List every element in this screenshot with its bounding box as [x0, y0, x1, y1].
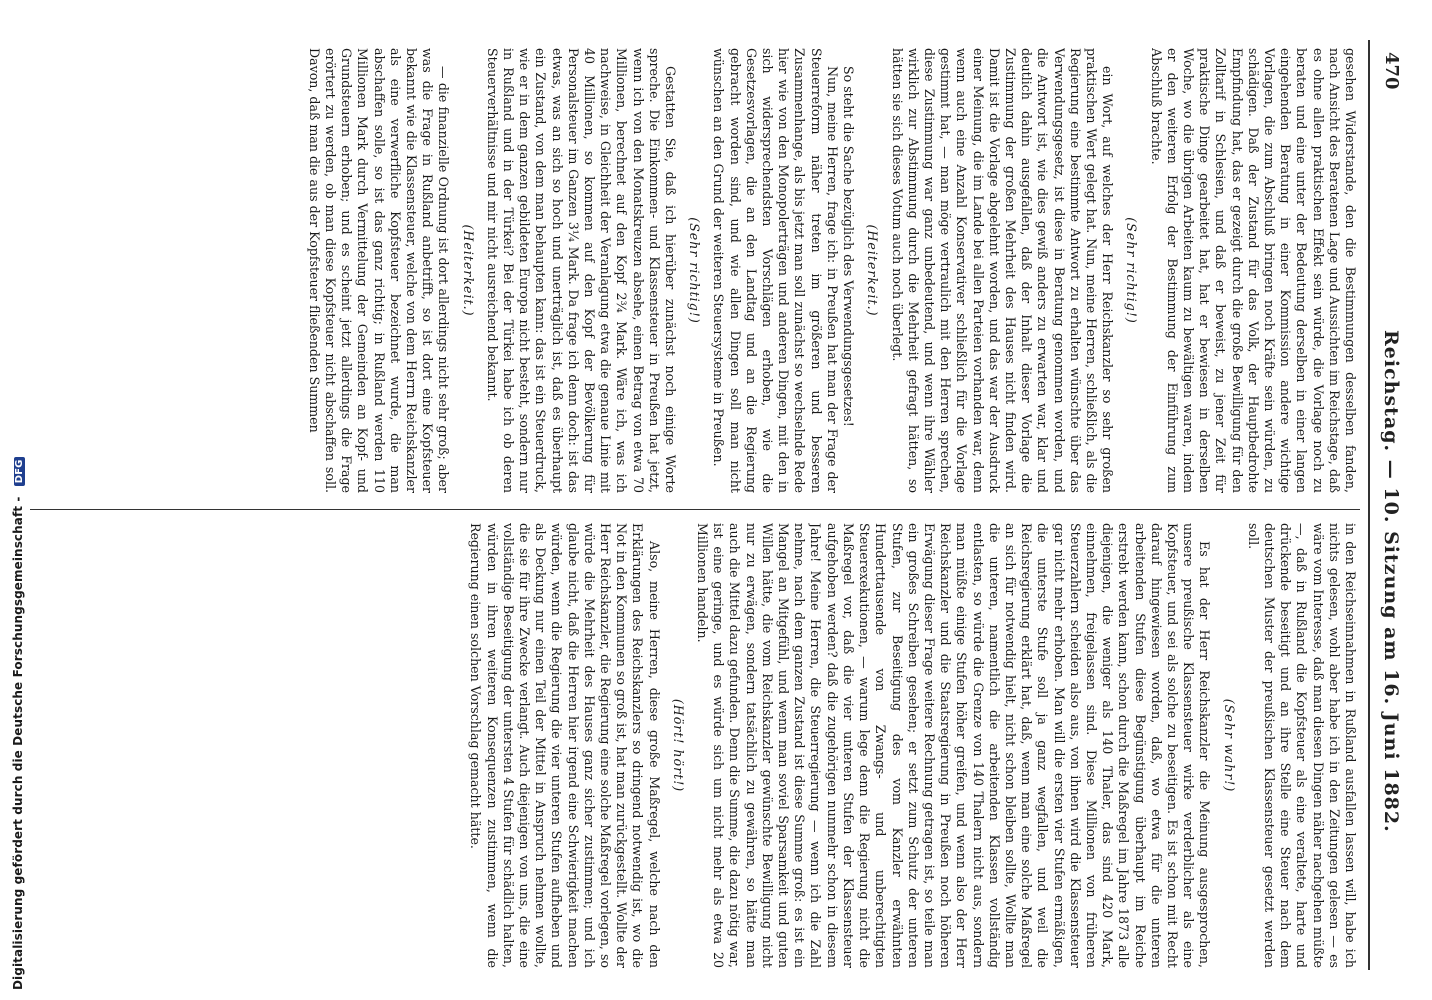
interjection: (Heiterkeit.)	[460, 224, 476, 317]
interjection: (Sehr wahr!)	[1221, 698, 1237, 793]
paragraph: gesehen Widerstande, den die Bestimmungen desselben fanden, nach Ansicht des Beratenen Lage und Aussichten im Reichstage, daß es ohne allen praktischen Effekt sein würde, die Vorlage noch zu beraten und eine unter der Bedeutung derselben in einer langen eingehenden Beratung in einer Kommission andere wichtige Vorlagen, die zum Abschluß bringen noch Kräfte sein würden, zu schädigen. Daß der Zustand für das Volk, der Hauptbedrohte Empfindung hat, das er gezeigt durch die große Bewilligung für den Zolltarif in Schlesien, und daß er beweist, zu jener Zeit für praktische Dinge gearbeitet hat, hat er bewiesen in derselben Woche, wo die übrigen Arbeiten kaum zu bewältigen waren, indem er den weiteren Erfolg der Bestimmung der Einführung zum Abschluß brachte.	[1148, 48, 1358, 493]
paragraph: Nun, meine Herren, frage ich: in Preußen hat man der Frage der Steuerreform näher treten im größeren und besseren Zusammenhange, als bis jetzt man soll zunächst so wechselnde Rede hier wie von den Monopolerträgen und anderen Dingen, mit den in sich widersprechendsten Vorschlägen erhoben, wie die Gesetzesvorlagen, die an den Landtag und an die Regierung gebracht worden sind, und wie allen Dingen soll man nicht wünschen an den Grund der weiteren Steuersysteme in Preußen.	[711, 48, 840, 493]
paragraph: Es hat der Herr Reichskanzler die Meinung ausgesprochen, unsere preußische Klassensteuer wirke verderblicher als eine Kopfsteuer, und sei als solche zu beseitigen. Es ist schon mit Recht darauf hingewiesen worden, daß, wo etwa für die unteren arbeitenden Stufen diese Begünstigung überhaupt im Reiche erstrebt werden kann, schon durch die Maßregel im Jahre 1873 alle diejenigen, die weniger als 140 Thaler, das sind 420 Mark, einnehmen, freigelassen sind. Diese Millionen von früheren Steuerzahlern scheiden also aus, von ihnen wird die Klassensteuer gar nicht mehr erhoben. Man will die ersten vier Stufen ermäßigen, die unterste Stufe soll ja ganz wegfallen, und weil die Reichsregierung erklärt hat, daß, wenn man eine solche Maßregel an sich für notwendig hielt, nicht schon bleiben sollte, Wollte man die unteren, namentlich die arbeitenden Klassen vollständig entlasten, so würde die Grenze von 140 Thalern nicht aus, sondern man müßte einige Stufen höher greifen, und wenn also der Herr Reichskanzler und die Staatsregierung in Preußen noch höheren Erwägung dieser Frage weitere Rechnung getragen ist, so teile man ein großes Schreiben gesehen; er setzt zum Schutz der unteren Stufen, zur Beseitigung des vom Kanzler erwähnten Hunderttausende von Zwangs- und unberechtigten Steuerexekutionen, — warum lege denn die Regierung nicht die Maßregel vor, daß die vier unteren Stufen der Klassensteuer aufgehoben werden? daß die zugehörigen nunmehr schon in diesem Jahre! Meine Herren, die Steuerregierung — wenn ich die Zahl nehme, nach dem ganzen Zustand ist diese Summe groß: es ist ein Mangel an Mitgefühl, und wenn man soviel Sparsamkeit und guten Willen hätte, die vom Reichskanzler gewünschte Bewilligung nicht nur zu erwägen, sondern tatsächlich zu gewähren, so hätte man auch die Mittel dazu gefunden. Denn die Summe, die dazu nötig war, ist eine geringe, und es würde sich um nicht mehr als etwa 20 Millionen handeln.	[695, 523, 1213, 968]
paragraph: — die finanzielle Ordnung ist dort allerdings nicht sehr groß; aber was die Frage in Rußland anbetrifft, so ist dort eine Kopfsteuer bekannt wie die Klassensteuer, welche von dem Herrn Reichskanzler als eine verwerfliche Kopfsteuer bezeichnet wurde, die man abschaffen solle, so ist das ganz richtig; in Rußland werden 110 Millionen Mark durch Vermittelung der Gemeinden an Kopf- und Grundsteuern erhoben; und es scheint jetzt allerdings die Frage erörtert zu werden, ob man diese Kopfsteuer nicht abschaffen soll. Davon, daß man die aus der Kopfsteuer fließenden Summen	[306, 48, 452, 493]
left-column	[48, 48, 1358, 493]
scanned-page	[20, 0, 1420, 1000]
interjection: (Hört! hört!)	[670, 698, 686, 793]
interjection: (Sehr richtig!)	[1124, 217, 1140, 324]
paragraph: in den Reichseinnahmen in Rußland ausfallen lassen will, habe ich nichts gelesen, wohl aber habe ich in den Zeitungen gelesen — es wäre vom Interesse, daß man diesen Dingen näher nachgehen müßte —, daß in Rußland die Kopfsteuer als eine veraltete, harte und drückende beseitigt und an ihre Stelle eine Steuer nach dem deutschen Muster der preußischen Klassensteuer gesetzt werden soll.	[1245, 523, 1358, 968]
right-column	[48, 523, 1358, 968]
paragraph: So steht die Sache bezüglich des Verwendungsgesetzes!	[841, 66, 857, 427]
dfg-logo-icon: DFG	[14, 457, 25, 487]
page-header-title: Reichstag. — 10. Sitzung am 16. Juni 1882.	[1380, 330, 1402, 833]
interjection: (Sehr richtig!)	[687, 217, 703, 324]
paragraph: ein Wort, auf welches der Herr Reichskanzler so sehr großen praktischen Wert gelegt hat. Nun, meine Herren, schließlich, als die Regierung eine bestimmte Antwort zu erhalten wünschte über das Verwendungsgesetz, ist diese in Beratung genommen worden, und die Antwort ist, wie dies gewiß anders zu erwarten war, klar und deutlich dahin ausgefallen, daß der Inhalt dieser Vorlage die Zustimmung der großen Mehrheit des Hauses nicht finden wird. Damit ist die Vorlage abgelehnt worden, und das war der Ausdruck einer Meinung, die im Lande bei allen Parteien vorhanden war, denn wenn auch eine Anzahl Konservativer schließlich für die Vorlage gestimmt hat, — man möge vertraulich mit den Herren sprechen, diese Zustimmung war ganz unbedeutend, und wenn ihre Wähler wirklich zur Abstimmung durch die Mehrheit gefragt hätten, so hätten sie sich dieses Votum auch noch überlegt.	[889, 48, 1116, 493]
credit-text: Digitalisierung gefördert durch die Deutsche Forschungsgemeinschaft -	[11, 496, 25, 990]
paragraph: Gestatten Sie, daß ich hierüber zunächst noch einige Worte spreche. Die Einkommen- und Klassensteuer in Preußen hat jetzt, wenn ich von den Monatskreuzen absehe, einen Betrag von etwa 70 Millionen, berechnet auf den Kopf 2¾ Mark. Wäre ich, was ich nachweise, in Gleichheit der Veranlagung etwa die genaue Linie mit 40 Millionen, so kommen auf den Kopf der Bevölkerung für Personalsteuer im Ganzen 3¼ Mark. Da frage ich denn doch: ist das etwas, was an sich so hoch und unerträglich ist, daß es überhaupt ein Zustand, von dem man behaupten kann: das ist ein Steuerdruck, wie er in dem ganzen gebildeten Europa nicht besteht, sondern nur in Rußland und in der Türkei? Bei der Türkei habe ich ob deren Steuerverhältnisse und mir nicht ausreichend bekannt.	[484, 48, 679, 493]
page-number: 470	[1381, 52, 1402, 90]
header-rule	[1368, 40, 1370, 970]
paragraph: Also, meine Herren, diese große Maßregel, welche nach den Erklärungen des Reichskanzlers so dringend notwendig ist, wo die Not in den Kommunen so groß ist, hat man zurückgestellt. Wollte der Herr Reichskanzler, die Regierung eine solche Maßregel vorlegen, so würde die Mehrheit des Hauses ganz sicher zustimmen; und ich glaube nicht, daß die Herren hier irgend eine Schwierigkeit machen würden, wenn die Regierung die vier unteren Stufen aufheben und als Deckung nur einen Teil der Mittel in Anspruch nehmen wollte, die sie für ihre Zwecke verlangt. Auch diejenigen von uns, die eine vollständige Beseitigung der untersten 4 Stufen für schädlich halten, würden in ihren weiteren Konsequenzen zustimmen, wenn die Regierung einen solchen Vorschlag gemacht hätte.	[468, 523, 662, 968]
column-divider	[30, 509, 1360, 510]
digitization-credit-strip	[0, 0, 25, 1000]
interjection: (Heiterkeit.)	[865, 224, 881, 317]
